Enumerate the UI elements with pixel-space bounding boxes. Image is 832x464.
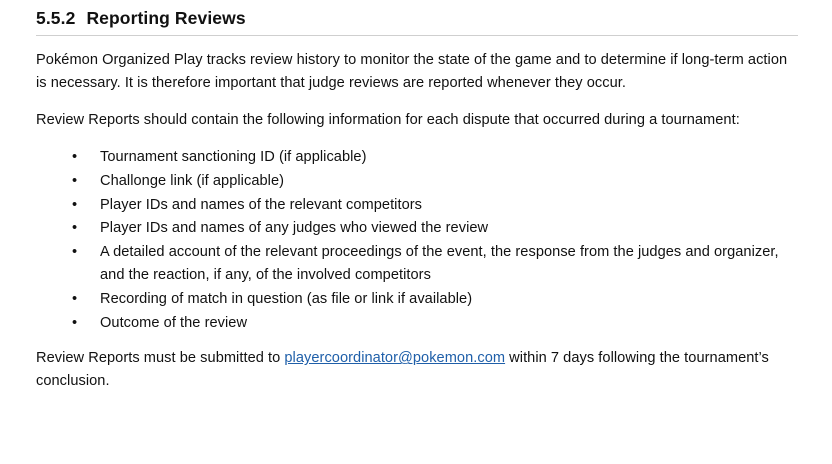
report-contents-list (36, 146, 798, 334)
closing-paragraph (36, 347, 798, 393)
list-item: • Challonge link (if applicable) (72, 170, 798, 193)
list-item: • Recording of match in question (as file or link if available) (72, 288, 798, 311)
heading-divider (36, 35, 798, 36)
closing-text-before: Review Reports must be submitted to (36, 350, 285, 367)
section-heading (36, 8, 798, 35)
closing-text-after: within 7 days following the tournament’s conclusion. (36, 350, 769, 390)
list-item: • A detailed account of the relevant proceedings of the event, the response from the judges and organizer, and the reaction, if any, of the involved competitors (72, 241, 798, 287)
list-item: • Outcome of the review (72, 312, 798, 335)
list-item: • Player IDs and names of the relevant competitors (72, 194, 798, 217)
page-title: Reporting Reviews (86, 8, 246, 28)
list-item: • Tournament sanctioning ID (if applicable) (72, 146, 798, 169)
list-item: • Player IDs and names of any judges who viewed the review (72, 217, 798, 240)
lead-in-paragraph: Review Reports should contain the following information for each dispute that occurred during a tournament: (36, 112, 740, 129)
section-number: 5.5.2 (36, 8, 76, 28)
intro-paragraph: Pokémon Organized Play tracks review history to monitor the state of the game and to determine if long-term action is necessary. It is therefore important that judge reviews are reported whenever they occur. (36, 52, 788, 92)
email-link[interactable]: playercoordinator@pokemon.com (284, 350, 506, 367)
